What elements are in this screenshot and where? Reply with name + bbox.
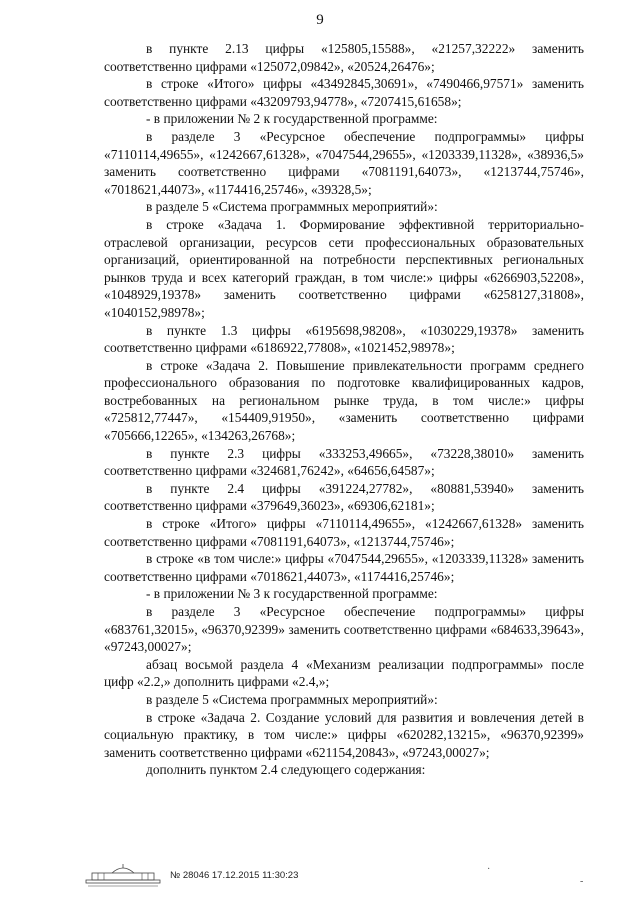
paragraph-3: - в приложении № 2 к государственной программе: — [146, 111, 438, 127]
scan-mark-dash: - — [580, 876, 584, 887]
paragraph-13: - в приложении № 3 к государственной программе: — [146, 586, 438, 602]
paragraph-10: в пункте 2.4 цифры «391224,27782», «80881,53940» заменить соответственно цифрами «379649,36023», «69306,62181»; — [104, 480, 584, 514]
scan-mark-dot: · — [487, 864, 491, 875]
paragraph-5: в разделе 5 «Система программных мероприятий»: — [146, 199, 438, 215]
registration-text: № 28046 17.12.2015 11:30:23 — [170, 870, 299, 881]
paragraph-1: в пункте 2.13 цифры «125805,15588», «21257,32222» заменить соответственно цифрами «125072,09842», «20524,26476»; — [104, 41, 584, 74]
paragraph-17: в строке «Задача 2. Создание условий для развития и вовлечения детей в социальную практику, в том числе:» цифры «620282,13215», «96370,92399» заменить соответственно цифрами «621154,20843», «97243,00027»; — [104, 709, 584, 760]
paragraph-16: в разделе 5 «Система программных мероприятий»: — [146, 691, 438, 707]
paragraph-12: в строке «в том числе:» цифры «7047544,29655», «1203339,11328» заменить соответственно цифрами «7018621,44073», «1174416,25746»; — [104, 551, 584, 584]
paragraph-14: в разделе 3 «Ресурсное обеспечение подпрограммы» цифры «683761,32015», «96370,92399» заменить соответственно цифрами «684633,39643», «97243,00027»; — [104, 604, 584, 655]
paragraph-15: абзац восьмой раздела 4 «Механизм реализации подпрограммы» после цифр «2.2,» дополнить цифрами «2.4,»; — [104, 656, 584, 690]
building-stamp-icon — [84, 862, 164, 888]
paragraph-8: в строке «Задача 2. Повышение привлекательности программ среднего профессионального образования по подготовке квалифицированных кадров, востребованных на региональном рынке труда, в том числе:» цифры «725812,77447», «154409,91950», «заменить соответственно цифрами «705666,12265», «134263,26768»; — [104, 357, 584, 444]
registration-footer — [84, 862, 384, 890]
paragraph-18: дополнить пунктом 2.4 следующего содержания: — [146, 762, 426, 778]
document-body — [104, 40, 584, 779]
paragraph-2: в строке «Итого» цифры «43492845,30691», «7490466,97571» заменить соответственно цифрами «43209793,94778», «7207415,61658»; — [104, 76, 584, 109]
paragraph-11: в строке «Итого» цифры «7110114,49655», «1242667,61328» заменить соответственно цифрами «7081191,64073», «1213744,75746»; — [104, 516, 584, 549]
paragraph-6: в строке «Задача 1. Формирование эффективной территориально-отраслевой организации, ресурсов сети профессиональных образовательных организаций, ориентированной на потребности перспективных региональных рынков труда и всех категорий граждан, в том числе:» цифры «6266903,52208», «1048929,19378» заменить соответственно цифрами «6258127,31808», «1040152,98978»; — [104, 216, 584, 320]
paragraph-4: в разделе 3 «Ресурсное обеспечение подпрограммы» цифры «7110114,49655», «1242667,61328», «7047544,29655», «1203339,11328», «38936,5» заменить соответственно цифрами «7081191,64073», «1213744,75746», «7018621,44073», «1174416,25746», «39328,5»; — [104, 128, 584, 197]
page-number: 9 — [316, 12, 324, 28]
paragraph-9: в пункте 2.3 цифры «333253,49665», «73228,38010» заменить соответственно цифрами «324681,76242», «64656,64587»; — [104, 445, 584, 479]
paragraph-7: в пункте 1.3 цифры «6195698,98208», «1030229,19378» заменить соответственно цифрами «6186922,77808», «1021452,98978»; — [104, 322, 584, 356]
